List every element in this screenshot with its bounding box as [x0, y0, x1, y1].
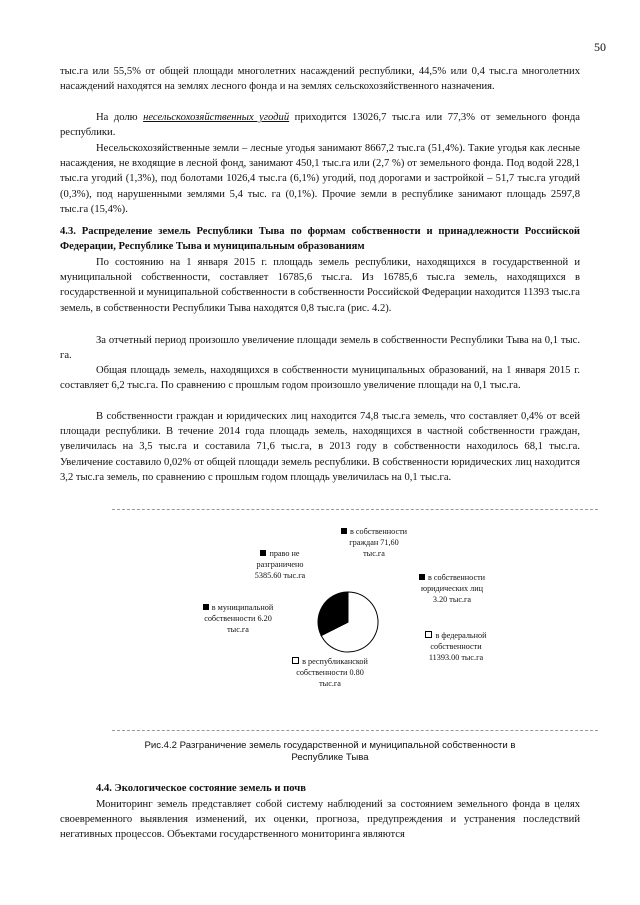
- label-grazhdan-line1: в собственности: [349, 527, 408, 536]
- label-munic-line1: в муниципальной: [211, 603, 274, 612]
- label-respub-line1: в республиканской: [302, 657, 368, 666]
- paragraph-municipal: Общая площадь земель, находящихся в собственности муниципальных образований, на 1 января 2015 г. составляет 6,2 тыс.га. По сравнению с прошлым годом произошло увеличение площади на 0,1 тыс.га.: [60, 365, 580, 392]
- paragraph-perennial: тыс.га или 55,5% от общей площади многолетних насаждений республики, 44,5% или 0,4 тыс.га многолетних насаждений находятся на землях лесного фонда и на землях сельскохозяйственного назначения.: [60, 66, 580, 93]
- paragraph-monitoring: Мониторинг земель представляет собой систему наблюдений за состоянием земельного фонда в целях своевременного выявления изменений, их оценки, прогноза, предупреждения и устранения последствий негативных процессов. Объектами государственного мониторинга являются: [60, 799, 580, 841]
- label-federal-line3: 11393.00 тыс.га: [428, 653, 484, 662]
- label-yurid: [402, 572, 502, 605]
- label-grazhdan-line2: граждан 71,60: [349, 538, 399, 547]
- label-respub-line2: собственности 0.80: [296, 668, 364, 677]
- label-federal-line1: в федеральной: [435, 631, 487, 640]
- underlined-term: несельскохозяйственных угодий: [143, 112, 290, 123]
- legend-marker-light: [292, 657, 299, 664]
- page-number: 50: [594, 40, 606, 54]
- label-federal-line2: собственности: [430, 642, 482, 651]
- label-respub-line3: тыс.га: [319, 679, 341, 688]
- legend-marker-light: [425, 631, 432, 638]
- paragraph-text: приходится 13026,7 тыс.га или 77,3% от земельного фонда республики.: [60, 112, 580, 139]
- label-yurid-line2: юридических лиц: [420, 584, 484, 593]
- paragraph-republic-increase: За отчетный период произошло увеличение площади земель в собственности Республики Тыва на 0,1 тыс. га.: [60, 335, 580, 362]
- label-pravo-line3: 5385.60 тыс.га: [254, 571, 306, 580]
- legend-marker-dark: [419, 574, 425, 580]
- paragraph-forest-lands: Несельскохозяйственные земли – лесные угодья занимают 8667,2 тыс.га (51,4%). Такие угодья как лесные насаждения, не входящие в лесной фонд, занимают 450,1 тыс.га или (2,7 %) от земельного фонда. Под водой 228,1 тыс.га угодий (1,3%), под болотами 1026,4 тыс.га (6,1%) угодий, под дорогами и застройкой – 51,7 тыс.га угодий (0,3%), под нарушенными землями 5,4 тыс. га (0,1%). Прочие земли в республике занимают площадь 2597,8 тыс.га (15,4%).: [60, 143, 580, 215]
- paragraph-non-agri-share: [60, 110, 580, 140]
- paragraph-text: На долю: [96, 112, 144, 123]
- section-heading-4-3: 4.3. Распределение земель Республики Тыва по формам собственности и принадлежности Российской Федерации, Республике Тыва и муниципальным образованиям: [60, 226, 580, 253]
- label-federal: [410, 630, 502, 663]
- label-pravo: [240, 548, 320, 581]
- figure-caption: Рис.4.2 Разграничение земель государственной и муниципальной собственности в Республике Тыва: [144, 740, 516, 763]
- legend-marker-dark: [260, 550, 266, 556]
- label-munic: [190, 602, 286, 635]
- label-yurid-line1: в собственности: [427, 573, 486, 582]
- pie-chart-slices: [318, 592, 378, 652]
- label-respub: [278, 656, 382, 689]
- paragraph-private: В собственности граждан и юридических лиц находится 74,8 тыс.га земель, что составляет 0,4% от всей площади республики. В течение 2014 года площадь земель, находящихся в частной собственности граждан, увеличилась на 3,5 тыс.га и составила 71,6 тыс.га, в 2013 году в собственности находилось 68,1 тыс.га. Увеличение составило 0,02% от общей площади земель республики. В собственности юридических лиц находится 3,2 тыс.га земель, по сравнению с прошлым годом площадь увеличилась на 0,1 тыс.га.: [60, 411, 580, 483]
- label-grazhdan-line3: тыс.га: [363, 549, 385, 558]
- legend-marker-dark: [203, 604, 209, 610]
- pie-chart-figure: [112, 509, 598, 731]
- label-munic-line3: тыс.га: [227, 625, 249, 634]
- label-pravo-line2: разграничено: [256, 560, 304, 569]
- label-grazhdan: [324, 526, 424, 559]
- legend-marker-dark: [341, 528, 347, 534]
- section-heading-4-4: 4.4. Экологическое состояние земель и почв: [96, 783, 306, 794]
- label-yurid-line3: 3.20 тыс.га: [432, 595, 472, 604]
- label-pravo-line1: право не: [269, 549, 300, 558]
- paragraph-state-ownership: По состоянию на 1 января 2015 г. площадь земель республики, находящихся в государственной и муниципальной собственности, составляет 16785,6 тыс.га. Из 16785,6 тыс.га земель, находящихся в государственной и муниципальной собственности в собственности Российской Федерации находится 11393 тыс.га земель, в собственности Республики Тыва находятся 0,8 тыс.га (рис. 4.2).: [60, 257, 580, 314]
- label-munic-line2: собственности 6.20: [204, 614, 272, 623]
